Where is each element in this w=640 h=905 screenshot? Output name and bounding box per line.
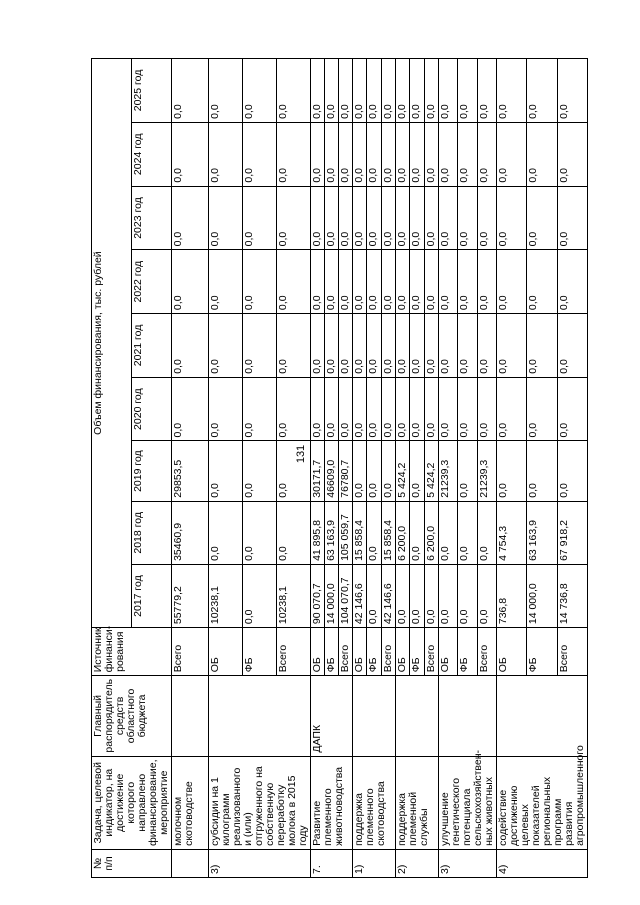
task-cell: улучшение генетического потенциала сельскохозяйствен-ных животных bbox=[439, 756, 497, 849]
value-cell: 63 163,9 bbox=[527, 501, 557, 564]
header-year: 2019 год bbox=[132, 441, 172, 501]
value-cell: 105 059,7 bbox=[339, 501, 353, 564]
rotated-table-container bbox=[91, 58, 606, 878]
value-cell: 0,0 bbox=[396, 122, 410, 186]
value-cell: 0,0 bbox=[381, 441, 395, 501]
value-cell: 0,0 bbox=[458, 377, 477, 441]
value-cell: 0,0 bbox=[172, 59, 209, 123]
value-cell: 0,0 bbox=[477, 377, 496, 441]
value-cell: 0,0 bbox=[458, 564, 477, 627]
value-cell: 0,0 bbox=[396, 186, 410, 250]
value-cell: 0,0 bbox=[497, 59, 527, 123]
value-cell: 0,0 bbox=[439, 186, 458, 250]
value-cell: 0,0 bbox=[353, 441, 367, 501]
table-row bbox=[439, 59, 458, 878]
value-cell: 15 858,4 bbox=[381, 501, 395, 564]
value-cell: 0,0 bbox=[311, 250, 325, 314]
value-cell: 0,0 bbox=[439, 501, 458, 564]
value-cell: 0,0 bbox=[410, 186, 424, 250]
source-cell: Всего bbox=[277, 628, 311, 676]
header-task: Задача, целевой индикатор, на достижение которого направлено финансирование, мероприятие bbox=[92, 756, 172, 849]
value-cell: 46609,0 bbox=[325, 441, 339, 501]
value-cell: 0,0 bbox=[557, 377, 587, 441]
value-cell: 35460,9 bbox=[172, 501, 209, 564]
source-cell: Всего bbox=[557, 628, 587, 676]
value-cell: 0,0 bbox=[410, 314, 424, 378]
value-cell: 0,0 bbox=[243, 59, 277, 123]
source-cell: ОБ bbox=[396, 628, 410, 676]
value-cell: 5 424,2 bbox=[424, 441, 438, 501]
value-cell: 0,0 bbox=[172, 122, 209, 186]
value-cell: 0,0 bbox=[497, 186, 527, 250]
value-cell: 0,0 bbox=[353, 314, 367, 378]
header-year: 2022 год bbox=[132, 250, 172, 314]
value-cell: 21239,3 bbox=[477, 441, 496, 501]
value-cell: 0,0 bbox=[527, 59, 557, 123]
value-cell: 0,0 bbox=[477, 564, 496, 627]
value-cell: 0,0 bbox=[339, 377, 353, 441]
header-year: 2024 год bbox=[132, 122, 172, 186]
value-cell: 0,0 bbox=[557, 250, 587, 314]
source-cell: ФБ bbox=[325, 628, 339, 676]
value-cell: 0,0 bbox=[209, 250, 243, 314]
value-cell: 42 146,6 bbox=[381, 564, 395, 627]
value-cell: 15 858,4 bbox=[353, 501, 367, 564]
value-cell: 0,0 bbox=[458, 186, 477, 250]
value-cell: 0,0 bbox=[172, 377, 209, 441]
value-cell: 0,0 bbox=[311, 59, 325, 123]
value-cell: 0,0 bbox=[367, 186, 381, 250]
value-cell: 0,0 bbox=[410, 250, 424, 314]
source-cell: Всего bbox=[477, 628, 496, 676]
value-cell: 0,0 bbox=[277, 186, 311, 250]
source-cell: ФБ bbox=[458, 628, 477, 676]
value-cell: 14 000,0 bbox=[325, 564, 339, 627]
value-cell: 67 918,2 bbox=[557, 501, 587, 564]
value-cell: 0,0 bbox=[172, 186, 209, 250]
value-cell: 0,0 bbox=[557, 122, 587, 186]
value-cell: 0,0 bbox=[557, 59, 587, 123]
value-cell: 0,0 bbox=[527, 186, 557, 250]
value-cell: 0,0 bbox=[311, 314, 325, 378]
value-cell: 14 736,8 bbox=[557, 564, 587, 627]
responsible-cell bbox=[172, 676, 209, 756]
value-cell: 0,0 bbox=[396, 314, 410, 378]
value-cell: 0,0 bbox=[339, 122, 353, 186]
value-cell: 0,0 bbox=[458, 59, 477, 123]
value-cell: 0,0 bbox=[381, 186, 395, 250]
value-cell: 0,0 bbox=[424, 122, 438, 186]
value-cell: 0,0 bbox=[353, 59, 367, 123]
table-row bbox=[311, 59, 325, 878]
value-cell: 14 000,0 bbox=[527, 564, 557, 627]
value-cell: 0,0 bbox=[424, 186, 438, 250]
value-cell: 0,0 bbox=[410, 59, 424, 123]
page-number: 131 bbox=[295, 444, 308, 464]
value-cell: 0,0 bbox=[339, 314, 353, 378]
value-cell: 0,0 bbox=[439, 59, 458, 123]
value-cell: 0,0 bbox=[209, 314, 243, 378]
task-cell: молочном скотоводстве bbox=[172, 756, 209, 849]
value-cell: 0,0 bbox=[477, 250, 496, 314]
value-cell: 0,0 bbox=[381, 59, 395, 123]
value-cell: 0,0 bbox=[381, 314, 395, 378]
source-cell: ФБ bbox=[243, 628, 277, 676]
value-cell: 0,0 bbox=[367, 59, 381, 123]
value-cell: 4 754,3 bbox=[497, 501, 527, 564]
value-cell: 0,0 bbox=[339, 250, 353, 314]
value-cell: 0,0 bbox=[367, 377, 381, 441]
value-cell: 0,0 bbox=[410, 122, 424, 186]
value-cell: 0,0 bbox=[172, 314, 209, 378]
financing-table bbox=[91, 58, 588, 878]
task-cell: содействие достижению целевых показателей региональных программ развития агропромышленного bbox=[497, 756, 588, 849]
value-cell: 0,0 bbox=[527, 377, 557, 441]
value-cell: 0,0 bbox=[209, 377, 243, 441]
source-cell: Всего bbox=[424, 628, 438, 676]
source-cell: ФБ bbox=[527, 628, 557, 676]
value-cell: 0,0 bbox=[527, 314, 557, 378]
task-cell: субсидии на 1 килограмм реализованного и (или) отгруженного на собственную переработку молока в 2015 году bbox=[209, 756, 311, 849]
value-cell: 0,0 bbox=[339, 186, 353, 250]
value-cell: 0,0 bbox=[277, 250, 311, 314]
value-cell: 0,0 bbox=[277, 122, 311, 186]
value-cell: 0,0 bbox=[367, 122, 381, 186]
value-cell: 6 200,0 bbox=[424, 501, 438, 564]
value-cell: 0,0 bbox=[497, 250, 527, 314]
value-cell: 0,0 bbox=[243, 314, 277, 378]
source-cell: Всего bbox=[381, 628, 395, 676]
table-row bbox=[209, 59, 243, 878]
table-row bbox=[497, 59, 527, 878]
value-cell: 0,0 bbox=[410, 564, 424, 627]
value-cell: 0,0 bbox=[439, 314, 458, 378]
value-cell: 0,0 bbox=[458, 314, 477, 378]
value-cell: 0,0 bbox=[424, 377, 438, 441]
row-number: 3) bbox=[439, 849, 497, 877]
source-cell: ОБ bbox=[311, 628, 325, 676]
value-cell: 0,0 bbox=[311, 186, 325, 250]
value-cell: 0,0 bbox=[325, 122, 339, 186]
table-row bbox=[172, 59, 209, 878]
task-cell: Развитие племенного животноводства bbox=[311, 756, 353, 849]
row-number: 1) bbox=[353, 849, 396, 877]
value-cell: 10238,1 bbox=[277, 564, 311, 627]
value-cell: 0,0 bbox=[209, 122, 243, 186]
value-cell: 0,0 bbox=[396, 59, 410, 123]
row-number bbox=[172, 849, 209, 877]
source-cell: Всего bbox=[172, 628, 209, 676]
source-cell: ФБ bbox=[367, 628, 381, 676]
responsible-cell bbox=[353, 676, 396, 756]
value-cell: 42 146,6 bbox=[353, 564, 367, 627]
source-cell: ФБ bbox=[410, 628, 424, 676]
value-cell: 104 070,7 bbox=[339, 564, 353, 627]
value-cell: 0,0 bbox=[311, 122, 325, 186]
value-cell: 90 070,7 bbox=[311, 564, 325, 627]
value-cell: 0,0 bbox=[477, 314, 496, 378]
value-cell: 0,0 bbox=[311, 377, 325, 441]
header-year: 2020 год bbox=[132, 377, 172, 441]
value-cell: 55779,2 bbox=[172, 564, 209, 627]
table-row bbox=[353, 59, 367, 878]
value-cell: 0,0 bbox=[497, 377, 527, 441]
header-volume: Объем финансирования, тыс. рублей bbox=[92, 59, 132, 628]
value-cell: 0,0 bbox=[439, 564, 458, 627]
source-cell: ОБ bbox=[439, 628, 458, 676]
value-cell: 0,0 bbox=[458, 250, 477, 314]
value-cell: 0,0 bbox=[353, 377, 367, 441]
responsible-cell bbox=[439, 676, 497, 756]
value-cell: 0,0 bbox=[367, 314, 381, 378]
header-source: Источник финанси-рования bbox=[92, 628, 172, 676]
value-cell: 0,0 bbox=[458, 441, 477, 501]
value-cell: 0,0 bbox=[458, 501, 477, 564]
value-cell: 0,0 bbox=[477, 501, 496, 564]
value-cell: 0,0 bbox=[458, 122, 477, 186]
value-cell: 0,0 bbox=[367, 564, 381, 627]
table-body bbox=[172, 59, 588, 878]
value-cell: 0,0 bbox=[557, 314, 587, 378]
source-cell: Всего bbox=[339, 628, 353, 676]
value-cell: 0,0 bbox=[527, 441, 557, 501]
header-year: 2025 год bbox=[132, 59, 172, 123]
value-cell: 0,0 bbox=[325, 59, 339, 123]
value-cell: 0,0 bbox=[209, 441, 243, 501]
value-cell: 0,0 bbox=[410, 501, 424, 564]
value-cell: 0,0 bbox=[209, 59, 243, 123]
value-cell: 0,0 bbox=[243, 186, 277, 250]
value-cell: 0,0 bbox=[353, 122, 367, 186]
responsible-cell: ДАПК bbox=[311, 676, 353, 756]
value-cell: 0,0 bbox=[424, 564, 438, 627]
header-responsible: Главный распорядитель средств областного бюджета bbox=[92, 676, 172, 756]
header-year: 2021 год bbox=[132, 314, 172, 378]
row-number: 3) bbox=[209, 849, 311, 877]
value-cell: 0,0 bbox=[367, 250, 381, 314]
value-cell: 0,0 bbox=[497, 441, 527, 501]
value-cell: 0,0 bbox=[277, 314, 311, 378]
value-cell: 0,0 bbox=[367, 501, 381, 564]
value-cell: 0,0 bbox=[243, 441, 277, 501]
header-year: 2023 год bbox=[132, 186, 172, 250]
source-cell: ОБ bbox=[497, 628, 527, 676]
value-cell: 30171,7 bbox=[311, 441, 325, 501]
responsible-cell bbox=[396, 676, 439, 756]
source-cell: ОБ bbox=[209, 628, 243, 676]
value-cell: 0,0 bbox=[243, 501, 277, 564]
responsible-cell bbox=[209, 676, 311, 756]
value-cell: 0,0 bbox=[243, 250, 277, 314]
value-cell: 0,0 bbox=[396, 377, 410, 441]
header-year: 2018 год bbox=[132, 501, 172, 564]
value-cell: 0,0 bbox=[439, 250, 458, 314]
value-cell: 0,0 bbox=[477, 122, 496, 186]
value-cell: 0,0 bbox=[439, 122, 458, 186]
value-cell: 0,0 bbox=[396, 250, 410, 314]
row-number: 2) bbox=[396, 849, 439, 877]
value-cell: 0,0 bbox=[527, 250, 557, 314]
value-cell: 0,0 bbox=[353, 186, 367, 250]
value-cell: 0,0 bbox=[277, 441, 311, 501]
header-row-1 bbox=[92, 59, 132, 878]
value-cell: 0,0 bbox=[243, 377, 277, 441]
value-cell: 5 424,2 bbox=[396, 441, 410, 501]
value-cell: 0,0 bbox=[477, 186, 496, 250]
value-cell: 0,0 bbox=[424, 250, 438, 314]
value-cell: 0,0 bbox=[497, 122, 527, 186]
value-cell: 0,0 bbox=[497, 314, 527, 378]
value-cell: 0,0 bbox=[381, 250, 395, 314]
table-row bbox=[396, 59, 410, 878]
value-cell: 0,0 bbox=[243, 122, 277, 186]
header-year: 2017 год bbox=[132, 564, 172, 627]
value-cell: 0,0 bbox=[172, 250, 209, 314]
value-cell: 0,0 bbox=[325, 186, 339, 250]
value-cell: 0,0 bbox=[339, 59, 353, 123]
value-cell: 0,0 bbox=[277, 59, 311, 123]
row-number: 4) bbox=[497, 849, 588, 877]
value-cell: 0,0 bbox=[381, 122, 395, 186]
value-cell: 21239,3 bbox=[439, 441, 458, 501]
value-cell: 0,0 bbox=[527, 122, 557, 186]
value-cell: 0,0 bbox=[439, 377, 458, 441]
value-cell: 0,0 bbox=[410, 377, 424, 441]
value-cell: 0,0 bbox=[277, 377, 311, 441]
value-cell: 0,0 bbox=[396, 564, 410, 627]
task-cell: поддержка племенной службы bbox=[396, 756, 439, 849]
value-cell: 0,0 bbox=[277, 501, 311, 564]
value-cell: 0,0 bbox=[557, 186, 587, 250]
value-cell: 6 200,0 bbox=[396, 501, 410, 564]
source-cell: ОБ bbox=[353, 628, 367, 676]
value-cell: 736,8 bbox=[497, 564, 527, 627]
value-cell: 10238,1 bbox=[209, 564, 243, 627]
value-cell: 0,0 bbox=[424, 314, 438, 378]
value-cell: 0,0 bbox=[410, 441, 424, 501]
value-cell: 0,0 bbox=[381, 377, 395, 441]
value-cell: 0,0 bbox=[325, 250, 339, 314]
value-cell: 0,0 bbox=[209, 501, 243, 564]
value-cell: 29853,5 bbox=[172, 441, 209, 501]
value-cell: 0,0 bbox=[477, 59, 496, 123]
value-cell: 0,0 bbox=[209, 186, 243, 250]
value-cell: 0,0 bbox=[325, 377, 339, 441]
row-number: 7. bbox=[311, 849, 353, 877]
value-cell: 63 163,9 bbox=[325, 501, 339, 564]
value-cell: 0,0 bbox=[325, 314, 339, 378]
value-cell: 0,0 bbox=[367, 441, 381, 501]
value-cell: 0,0 bbox=[353, 250, 367, 314]
task-cell: поддержка племенного скотоводства bbox=[353, 756, 396, 849]
value-cell: 0,0 bbox=[243, 564, 277, 627]
value-cell: 0,0 bbox=[557, 441, 587, 501]
header-no: № п/п bbox=[92, 849, 172, 877]
value-cell: 0,0 bbox=[424, 59, 438, 123]
value-cell: 41 895,8 bbox=[311, 501, 325, 564]
value-cell: 76780,7 bbox=[339, 441, 353, 501]
